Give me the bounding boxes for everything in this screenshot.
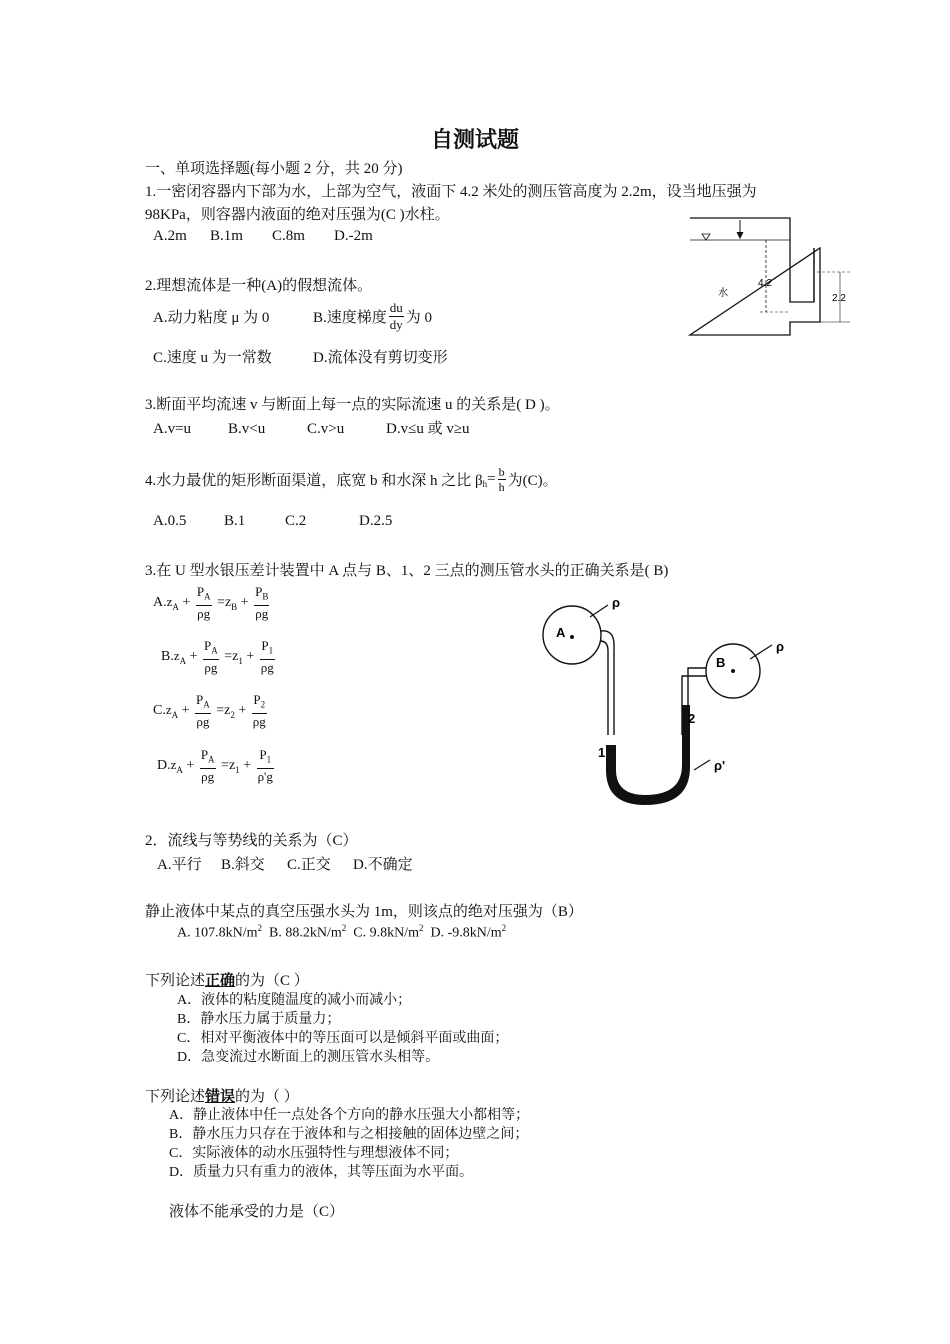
pressure-head-fraction [257, 747, 274, 785]
option-c: C．相对平衡液体中的等压面可以是倾斜平面或曲面； [177, 1031, 509, 1046]
rho-g: ρg [252, 713, 266, 729]
formula-option-c: $C.z_A$ + $\frac{P_A}{\rho g}$ $=z_2$ + $\frac{P_2}{\rho g}$ [153, 692, 266, 729]
formula-option-b: $B.z_A$ + $\frac{P_A}{\rho g}$ $=z_1$ + $\frac{P_1}{\rho g}$ [161, 638, 274, 675]
rho-g: ρg [196, 713, 210, 729]
exponent: 2 [257, 923, 262, 933]
rho-hg-leader [694, 760, 710, 770]
option-b: B. 88.2kN/m [269, 925, 342, 941]
question-2: 2.理想流体是一种(A)的假想流体。 [145, 278, 373, 294]
p-symbol: P [204, 638, 212, 653]
label-rho-b: ρ [776, 639, 785, 654]
question-3: 3.断面平均流速 v 与断面上每一点的实际流速 u 的关系是( D )。 [145, 397, 560, 413]
question-2-options-row-1 [153, 300, 432, 333]
rho-g: ρg [260, 659, 274, 675]
option-c: C.v>u [307, 421, 345, 437]
rho-g: ρ'g [257, 768, 273, 784]
point-b-dot [731, 669, 735, 673]
option-b: B.1 [224, 513, 246, 529]
eq-subscript: 1 [235, 764, 240, 775]
p-subscript: B [262, 591, 269, 602]
z-symbol: z [173, 648, 180, 664]
eq-subscript: 2 [230, 709, 235, 720]
option-c: C.正交 [287, 857, 331, 873]
option-d: D.v≤u 或 v≥u [386, 421, 470, 437]
option-c: C.2 [285, 513, 307, 529]
question-4-options [153, 513, 392, 530]
z-subscript: A [172, 601, 179, 612]
pressure-head-fraction [252, 692, 267, 730]
exponent: 2 [341, 923, 347, 933]
question-6-options [157, 853, 413, 874]
option-a: A.平行 [157, 857, 202, 873]
option-a: A.动力粘度 μ 为 0 [153, 310, 270, 326]
formula-option-a: $A.z_A$ + $\frac{P_A}{\rho g}$ $=z_B$ + $\frac{P_B}{\rho g}$ [153, 584, 269, 621]
pressure-head-fraction [203, 638, 219, 676]
question-4-prefix: 4.水力最优的矩形断面渠道，底宽 b 和水深 h 之比 β [145, 473, 483, 489]
question-9-options [169, 1106, 529, 1182]
option-b: B.1m [210, 228, 243, 244]
p-subscript: 1 [268, 645, 274, 656]
equals-sign: = [487, 471, 496, 487]
p-symbol: P [196, 692, 204, 707]
beta-subscript: h [482, 478, 488, 489]
equals-z: =z [216, 703, 231, 719]
option-a: A.v=u [153, 421, 192, 437]
label-rho-mercury: ρ' [714, 758, 726, 773]
velocity-gradient-fraction [389, 300, 404, 333]
question-7-options [177, 923, 506, 942]
free-surface-triangle-icon [702, 234, 710, 240]
option-d: D.流体没有剪切变形 [313, 350, 448, 366]
pressure-head-fraction [195, 692, 211, 730]
pressure-head-fraction [200, 747, 216, 785]
question-2-options-row-2 [153, 346, 448, 367]
z-symbol: z [170, 757, 177, 773]
option-c: C. 9.8kN/m [353, 925, 419, 941]
z-subscript: A [176, 764, 183, 775]
p-symbol: P [259, 747, 267, 762]
exponent: 2 [501, 923, 507, 933]
formula-label: D. [157, 758, 171, 774]
tank-outline [690, 218, 820, 335]
question-3-options [153, 417, 470, 438]
p-symbol: P [261, 638, 269, 653]
mercury-column [606, 705, 690, 805]
fraction-denominator: dy [389, 317, 403, 332]
option-c: C.速度 u 为一常数 [153, 350, 272, 366]
rho-g: ρg [255, 605, 269, 621]
fraction-denominator: h [498, 480, 505, 494]
pressure-head-fraction [254, 584, 269, 622]
fraction-numerator: du [389, 300, 403, 315]
question-1-line-2: 98KPa，则容器内液面的绝对压强为(C )水柱。 [145, 207, 450, 223]
p-subscript: 1 [266, 754, 272, 765]
label-point-1: 1 [598, 745, 606, 760]
rho-a-leader [590, 605, 608, 617]
question-9-suffix: 的为（ ） [235, 1089, 299, 1105]
question-4 [145, 465, 558, 494]
option-a: A.2m [153, 228, 187, 244]
formula-label: B. [161, 649, 174, 665]
question-8-options [177, 991, 508, 1067]
rho-g: ρg [201, 768, 215, 784]
option-a: A. 107.8kN/m [177, 925, 258, 941]
option-b-prefix: B.速度梯度 [313, 310, 387, 326]
option-d: D．质量力只有重力的液体，其等压面为水平面。 [169, 1165, 474, 1180]
label-b: B [716, 655, 726, 670]
tank-piezometer-figure [680, 210, 870, 350]
point-a-dot [570, 635, 574, 639]
page-title: 自测试题 [430, 128, 519, 153]
option-a: A.0.5 [153, 513, 187, 529]
z-subscript: A [171, 709, 179, 720]
label-a: A [556, 625, 566, 640]
pressure-arrowhead-icon [737, 232, 743, 238]
equals-z: =z [217, 595, 232, 611]
rho-g: ρg [204, 659, 218, 675]
p-symbol: P [200, 747, 209, 762]
z-symbol: z [166, 594, 173, 610]
eq-subscript: 1 [238, 655, 243, 666]
b-over-h-fraction [498, 465, 506, 494]
question-1-options [153, 228, 373, 245]
equals-z: =z [224, 649, 239, 665]
option-c: C.8m [272, 228, 305, 244]
rho-b-leader [750, 645, 772, 659]
option-c: C．实际液体的动水压强特性与理想液体不同； [169, 1146, 459, 1161]
option-a: A．液体的粘度随温度的减小而减小； [177, 993, 412, 1008]
question-4-suffix: 为(C)。 [507, 473, 558, 489]
label-rho-a: ρ [612, 595, 621, 610]
rho-g: ρg [197, 605, 211, 621]
pressure-head-fraction [196, 584, 212, 622]
section-heading: 一、单项选择题(每小题 2 分，共 20 分) [145, 161, 403, 177]
option-d: D.不确定 [353, 857, 413, 873]
option-a: A．静止液体中任一点处各个方向的静水压强大小都相等； [169, 1108, 530, 1123]
p-subscript: A [211, 645, 218, 656]
p-symbol: P [255, 584, 263, 599]
p-subscript: A [208, 754, 215, 765]
question-9 [145, 1085, 299, 1106]
height-label: 2.2 [832, 293, 846, 304]
p-symbol: P [196, 584, 205, 599]
z-subscript: A [179, 655, 187, 666]
option-d: D. -9.8kN/m [430, 925, 502, 941]
option-d: D.-2m [334, 228, 373, 244]
option-b: B.斜交 [221, 857, 265, 873]
water-label: 水 [718, 288, 728, 299]
formula-label: A. [153, 595, 167, 611]
option-b-suffix: 为 0 [405, 310, 433, 326]
question-6: 2．流线与等势线的关系为（C） [145, 833, 358, 849]
u-tube-manometer-figure [540, 595, 820, 820]
option-d: D.2.5 [359, 513, 393, 529]
question-8-prefix: 下列论述 [145, 973, 206, 989]
equals-z: =z [221, 758, 236, 774]
question-5: 3.在 U 型水银压差计装置中 A 点与 B、1、2 三点的测压管水头的正确关系是( B) [145, 563, 669, 579]
question-8 [145, 969, 309, 990]
question-7: 静止液体中某点的真空压强水头为 1m，则该点的绝对压强为（B） [145, 904, 583, 920]
pressure-head-fraction [260, 638, 275, 676]
formula-label: C. [153, 703, 166, 719]
exponent: 2 [418, 923, 424, 933]
question-10: 液体不能承受的力是（C） [169, 1204, 345, 1220]
question-8-keyword: 正确 [205, 973, 236, 989]
label-point-2: 2 [688, 711, 696, 726]
option-b: B.v<u [228, 421, 266, 437]
z-symbol: z [165, 702, 172, 718]
formula-option-d: $D.z_A$ + $\frac{P_A}{\rho g}$ $=z_1$ + $\frac{P_1}{\rho'g}$ [157, 747, 273, 784]
question-9-keyword: 错误 [205, 1089, 236, 1105]
p-subscript: 2 [260, 699, 266, 710]
option-b: B．静水压力只存在于液体和与之相接触的固体边壁之间； [169, 1127, 529, 1142]
question-8-suffix: 的为（C ） [235, 973, 309, 989]
fraction-numerator: b [498, 465, 505, 479]
question-9-prefix: 下列论述 [145, 1089, 206, 1105]
question-1-line-1: 1.一密闭容器内下部为水，上部为空气，液面下 4.2 米处的测压管高度为 2.2m，设当地压强为 [145, 184, 757, 200]
option-d: D．急变流过水断面上的测压管水头相等。 [177, 1050, 440, 1065]
left-tube [600, 631, 614, 735]
p-symbol: P [253, 692, 261, 707]
eq-subscript: B [231, 601, 238, 612]
option-b: B．静水压力属于质量力； [177, 1012, 341, 1027]
p-subscript: A [204, 591, 211, 602]
depth-label: 4.2 [758, 278, 772, 289]
p-subscript: A [203, 699, 210, 710]
